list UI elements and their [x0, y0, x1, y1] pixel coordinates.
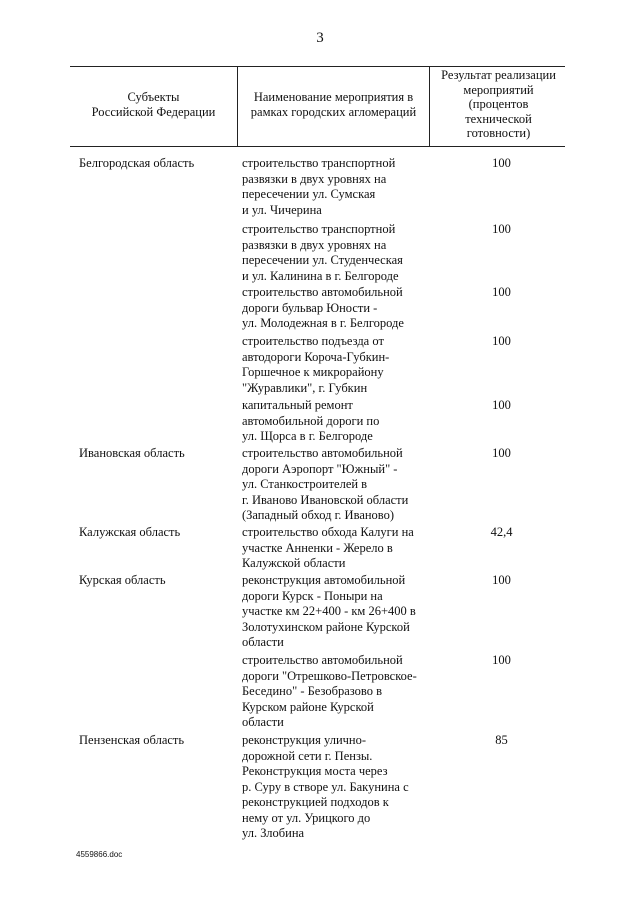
- table-header-bottom-rule: [70, 146, 565, 147]
- row-result: 100: [492, 222, 511, 236]
- row-result: 100: [492, 156, 511, 170]
- row-result: 100: [492, 653, 511, 667]
- row-subject: Ивановская область: [79, 446, 185, 460]
- row-event: реконструкция автомобильной дороги Курск - Поныри на участке км 22+400 - км 26+400 в Золотухинском районе Курской области: [242, 573, 416, 649]
- row-result: 42,4: [490, 525, 513, 539]
- row-result: 100: [492, 573, 511, 587]
- header-divider-2: [429, 66, 430, 146]
- row-subject: Пензенская область: [79, 733, 185, 747]
- table-top-rule: [70, 66, 565, 67]
- row-subject: Курская область: [79, 573, 166, 587]
- row-result: 100: [492, 398, 511, 412]
- header-event: Наименование мероприятия в рамках городских агломераций: [250, 90, 417, 119]
- row-event: строительство автомобильной дороги бульвар Юности - ул. Молодежная в г. Белгороде: [242, 285, 404, 330]
- row-event: строительство обхода Калуги на участке Анненки - Жерело в Калужской области: [242, 525, 414, 570]
- header-subject: Субъекты Российской Федерации: [91, 90, 216, 119]
- document-filename: 4559866.doc: [76, 850, 123, 859]
- row-result: 85: [495, 733, 508, 747]
- header-divider-1: [237, 66, 238, 146]
- header-result: Результат реализации мероприятий (процентов технической готовности): [441, 68, 556, 140]
- row-event: строительство транспортной развязки в двух уровнях на пересечении ул. Сумская и ул. Чичерина: [242, 156, 396, 217]
- row-subject: Белгородская область: [79, 156, 195, 170]
- row-subject: Калужская область: [79, 525, 181, 539]
- row-event: реконструкция улично- дорожной сети г. Пензы. Реконструкция моста через р. Суру в створе ул. Бакунина с реконструкцией подходов к нему от ул. Урицкого до ул. Злобина: [242, 733, 409, 840]
- row-event: строительство подъезда от автодороги Короча-Губкин- Горшечное к микрорайону "Журавлики", г. Губкин: [242, 334, 390, 395]
- row-result: 100: [492, 446, 511, 460]
- row-event: строительство автомобильной дороги Аэропорт "Южный" - ул. Станкостроителей в г. Иваново Ивановской области (Западный обход г. Иваново): [242, 446, 409, 522]
- page-number: 3: [316, 30, 324, 46]
- row-result: 100: [492, 334, 511, 348]
- row-event: строительство транспортной развязки в двух уровнях на пересечении ул. Студенческая и ул. Калинина в г. Белгороде: [242, 222, 403, 283]
- row-event: строительство автомобильной дороги "Отрешково-Петровское- Беседино" - Безобразово в Курском районе Курской области: [242, 653, 417, 729]
- row-event: капитальный ремонт автомобильной дороги по ул. Щорса в г. Белгороде: [242, 398, 380, 443]
- row-result: 100: [492, 285, 511, 299]
